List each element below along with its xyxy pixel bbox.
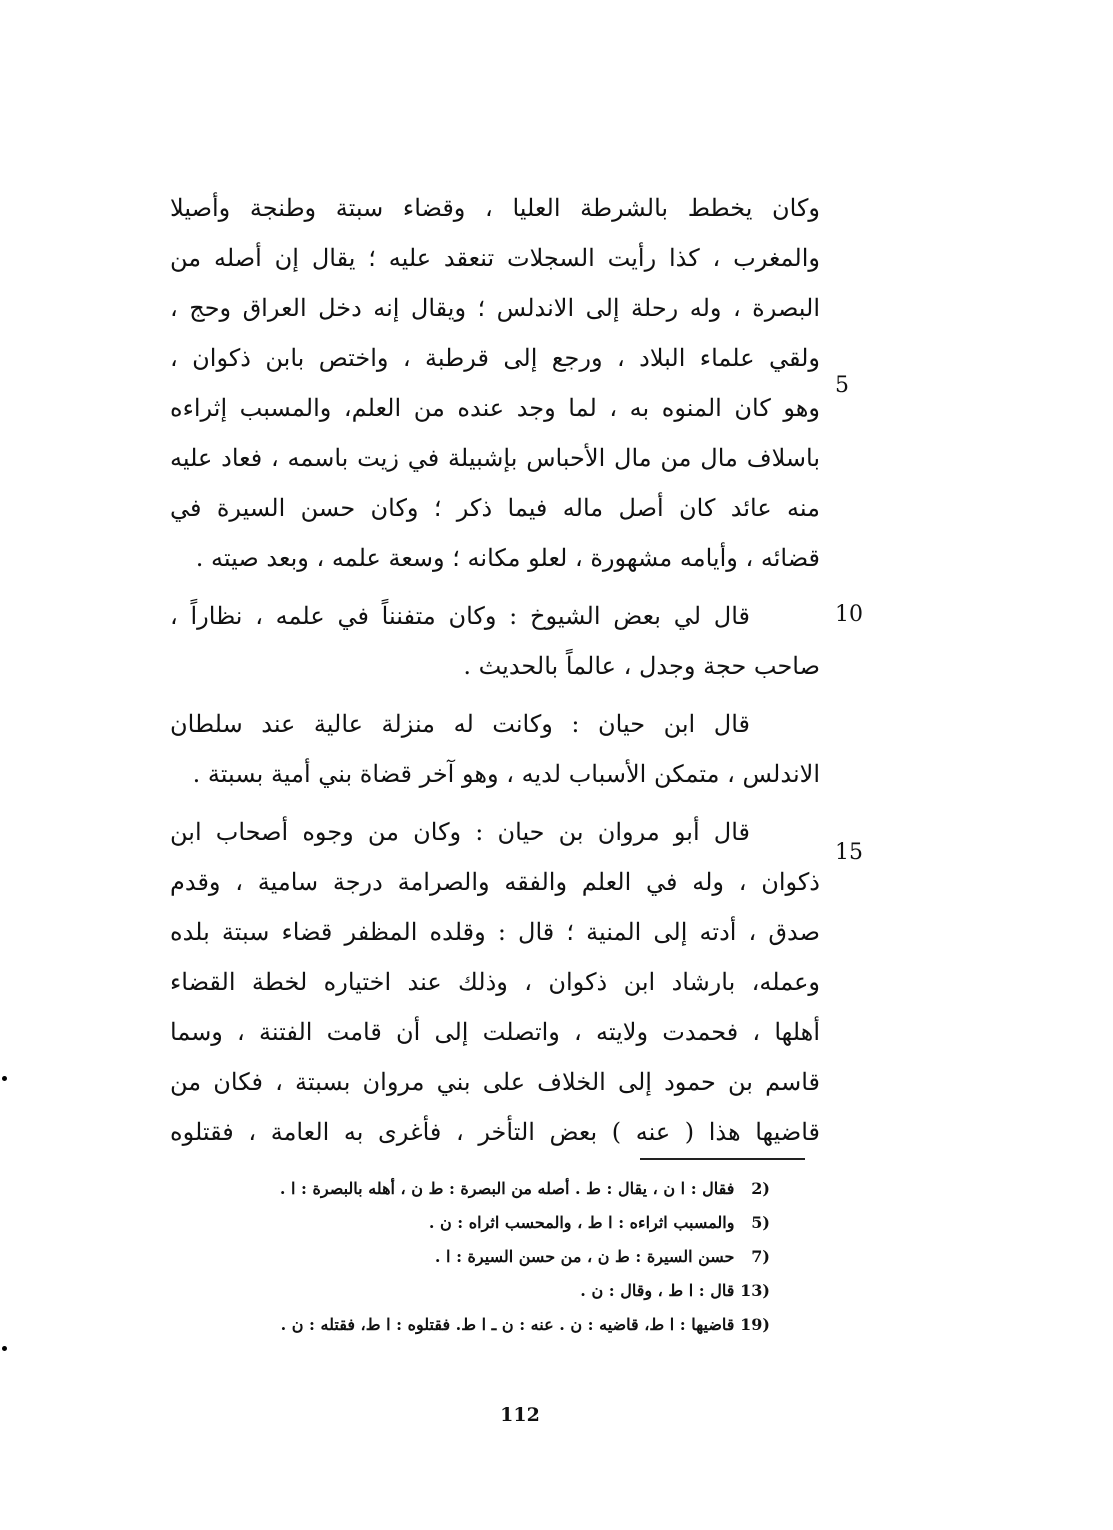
paragraph-4	[170, 807, 820, 1157]
footnote-number: 7)	[751, 1247, 770, 1266]
text-line: وعمله، بارشاد ابن ذكوان ، وذلك عند اختياره لخطة القضاء	[170, 968, 820, 996]
text-line: قال لي بعض الشيوخ : وكان متفنناً في علمه ، نظاراً ،	[170, 602, 750, 630]
text-line: ذكوان ، وله في العلم والفقه والصرامة درجة سامية ، وقدم	[170, 868, 820, 896]
text-line: باسلاف مال من مال الأحباس بإشبيلة في زيت باسمه ، فعاد عليه	[170, 444, 820, 472]
text-line: الاندلس ، متمكن الأسباب لديه ، وهو آخر قضاة بني أمية بسبتة .	[192, 760, 820, 788]
paragraph-1	[170, 183, 820, 583]
footnote-separator	[640, 1158, 805, 1160]
text-line: البصرة ، وله رحلة إلى الاندلس ؛ ويقال إنه دخل العراق وحج ،	[170, 294, 820, 322]
text-line: أهلها ، فحمدت ولايته ، واتصلت إلى أن قامت الفتنة ، وسما	[170, 1018, 820, 1046]
paragraph-3	[170, 699, 820, 799]
text-line: صاحب حجة وجدل ، عالماً بالحديث .	[463, 652, 820, 680]
text-line: قال ابن حيان : وكانت له منزلة عالية عند سلطان	[170, 710, 750, 738]
footnote	[170, 1206, 770, 1240]
scan-mark	[2, 1346, 7, 1351]
line-number: 10	[835, 602, 863, 627]
footnote-number: 2)	[751, 1179, 770, 1198]
footnote	[170, 1274, 770, 1308]
text-line: والمغرب ، كذا رأيت السجلات تنعقد عليه ؛ يقال إن أصله من	[170, 244, 820, 272]
footnote-number: 13)	[740, 1281, 770, 1300]
footnote-text: فقال : ا ن ، يقال : ط . أصله من البصرة : ط ن ، أهله بالبصرة : ا .	[279, 1179, 735, 1198]
footnote-text: والمسبب اثراءه : ا ط ، والمحسب اثراه : ن .	[428, 1213, 735, 1232]
text-line: قاضيها هذا ( عنه ) بعض التأخر ، فأغرى به العامة ، فقتلوه	[170, 1118, 820, 1146]
paragraph-2	[170, 591, 820, 691]
text-line: ولقي علماء البلاد ، ورجع إلى قرطبة ، واختص بابن ذكوان ،	[170, 344, 820, 372]
scan-mark	[2, 1076, 7, 1081]
text-line: منه عائد كان أصل ماله فيما ذكر ؛ وكان حسن السيرة في	[170, 494, 820, 522]
text-line: قال أبو مروان بن حيان : وكان من وجوه أصحاب ابن	[170, 818, 750, 846]
footnote-text: قاضيها : ا ط، قاضيه : ن . عنه : ن ـ ا ط. فقتلوه : ا ط، فقتله : ن .	[280, 1315, 735, 1334]
main-text	[170, 183, 820, 1157]
footnote-number: 5)	[751, 1213, 770, 1232]
text-line: صدق ، أدته إلى المنية ؛ قال : وقلده المظفر قضاء سبتة بلده	[170, 918, 820, 946]
text-line: قاسم بن حمود إلى الخلاف على بني مروان بسبتة ، فكان من	[170, 1068, 820, 1096]
text-line: وكان يخطط بالشرطة العليا ، وقضاء سبتة وطنجة وأصيلا	[170, 194, 820, 222]
footnote-text: حسن السيرة : ط ن ، من حسن السيرة : ا .	[434, 1247, 735, 1266]
footnote	[170, 1240, 770, 1274]
footnote-number: 19)	[740, 1315, 770, 1334]
line-number: 5	[835, 373, 849, 398]
footnote-text: قال : ا ط ، وقال : ن .	[580, 1281, 735, 1300]
footnotes	[170, 1172, 770, 1342]
footnote	[170, 1172, 770, 1206]
text-line: قضائه ، وأيامه مشهورة ، لعلو مكانه ؛ وسعة علمه ، وبعد صيته .	[195, 544, 820, 572]
page-number: 112	[500, 1404, 540, 1426]
text-line: وهو كان المنوه به ، لما وجد عنده من العلم، والمسبب إثراءه	[170, 394, 820, 422]
footnote	[170, 1308, 770, 1342]
line-number: 15	[835, 840, 863, 865]
